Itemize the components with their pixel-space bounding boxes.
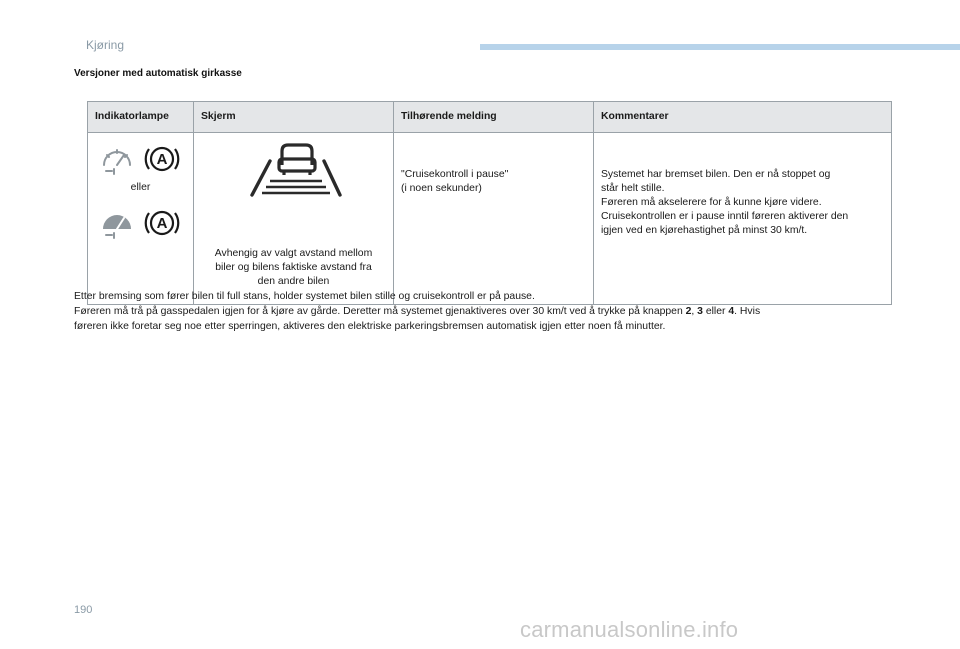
button-ref-2: 2 [685,306,692,317]
body-text-segment: . Hvis [734,306,761,317]
chapter-title: Kjøring [86,38,125,52]
body-text-segment: eller [702,306,729,317]
screen-caption-line: den andre bilen [257,276,330,287]
screen-caption-line: Avhengig av valgt avstand mellom [214,248,373,259]
body-text [74,289,894,334]
body-text-segment: , [691,306,698,317]
watermark: carmanualsonline.info [520,617,739,642]
comment-line: står helt stille. [601,183,665,194]
indicator-cell [88,133,194,305]
cruise-control-filled-icon [100,205,134,241]
table-header-row [88,102,892,133]
col-header-indicator: Indikatorlampe [88,102,194,133]
body-paragraph-line: Etter bremsing som fører bilen til full stans, holder systemet bilen stille og cruisekontroll er på pause. [74,291,535,302]
message-line: "Cruisekontroll i pause" [401,169,509,180]
col-header-message: Tilhørende melding [394,102,594,133]
screen-caption-line: biler og bilens faktiske avstand fra [215,262,372,273]
comment-line: Cruisekontrollen er i pause inntil føreren aktiverer den [601,211,849,222]
col-header-screen: Skjerm [194,102,394,133]
button-ref-4: 4 [728,306,735,317]
body-text-segment: Føreren må trå på gasspedalen igjen for å kjøre av gårde. Deretter må systemet gjenaktiveres over 30 km/t ved å trykke på knappen [74,306,686,317]
message-cell [394,133,594,305]
auto-hold-a-icon [144,141,180,177]
indicator-row-2 [88,203,193,243]
table-row [88,133,892,305]
indicator-or-text: eller [130,182,151,193]
indicator-row-1 [88,139,193,179]
svg-text:A: A [156,215,168,232]
body-paragraph-line [74,304,894,319]
distance-following-car-icon [248,139,344,199]
screen-caption [194,247,393,289]
comment-line: Systemet har bremset bilen. Den er nå stoppet og [601,169,831,180]
comment-line: Føreren må akselerere for å kunne kjøre videre. [601,197,822,208]
comments-cell [594,133,892,305]
info-table [87,101,892,305]
message-line: (i noen sekunder) [401,183,482,194]
svg-text:A: A [156,151,168,168]
comment-line: igjen ved en kjørehastighet på minst 30 km/t. [601,225,808,236]
body-paragraph-line: føreren ikke foretar seg noe etter sperringen, aktiveres den elektriske parkeringsbremsen automatisk igjen etter noen få minutter. [74,321,666,332]
header-bar [480,44,960,50]
button-ref-3: 3 [697,306,703,317]
screen-cell [194,133,394,305]
cruise-control-paused-icon [100,141,134,177]
page-number: 190 [74,604,93,616]
section-title: Versjoner med automatisk girkasse [74,68,242,79]
auto-hold-a-icon [144,205,180,241]
col-header-comments: Kommentarer [594,102,892,133]
